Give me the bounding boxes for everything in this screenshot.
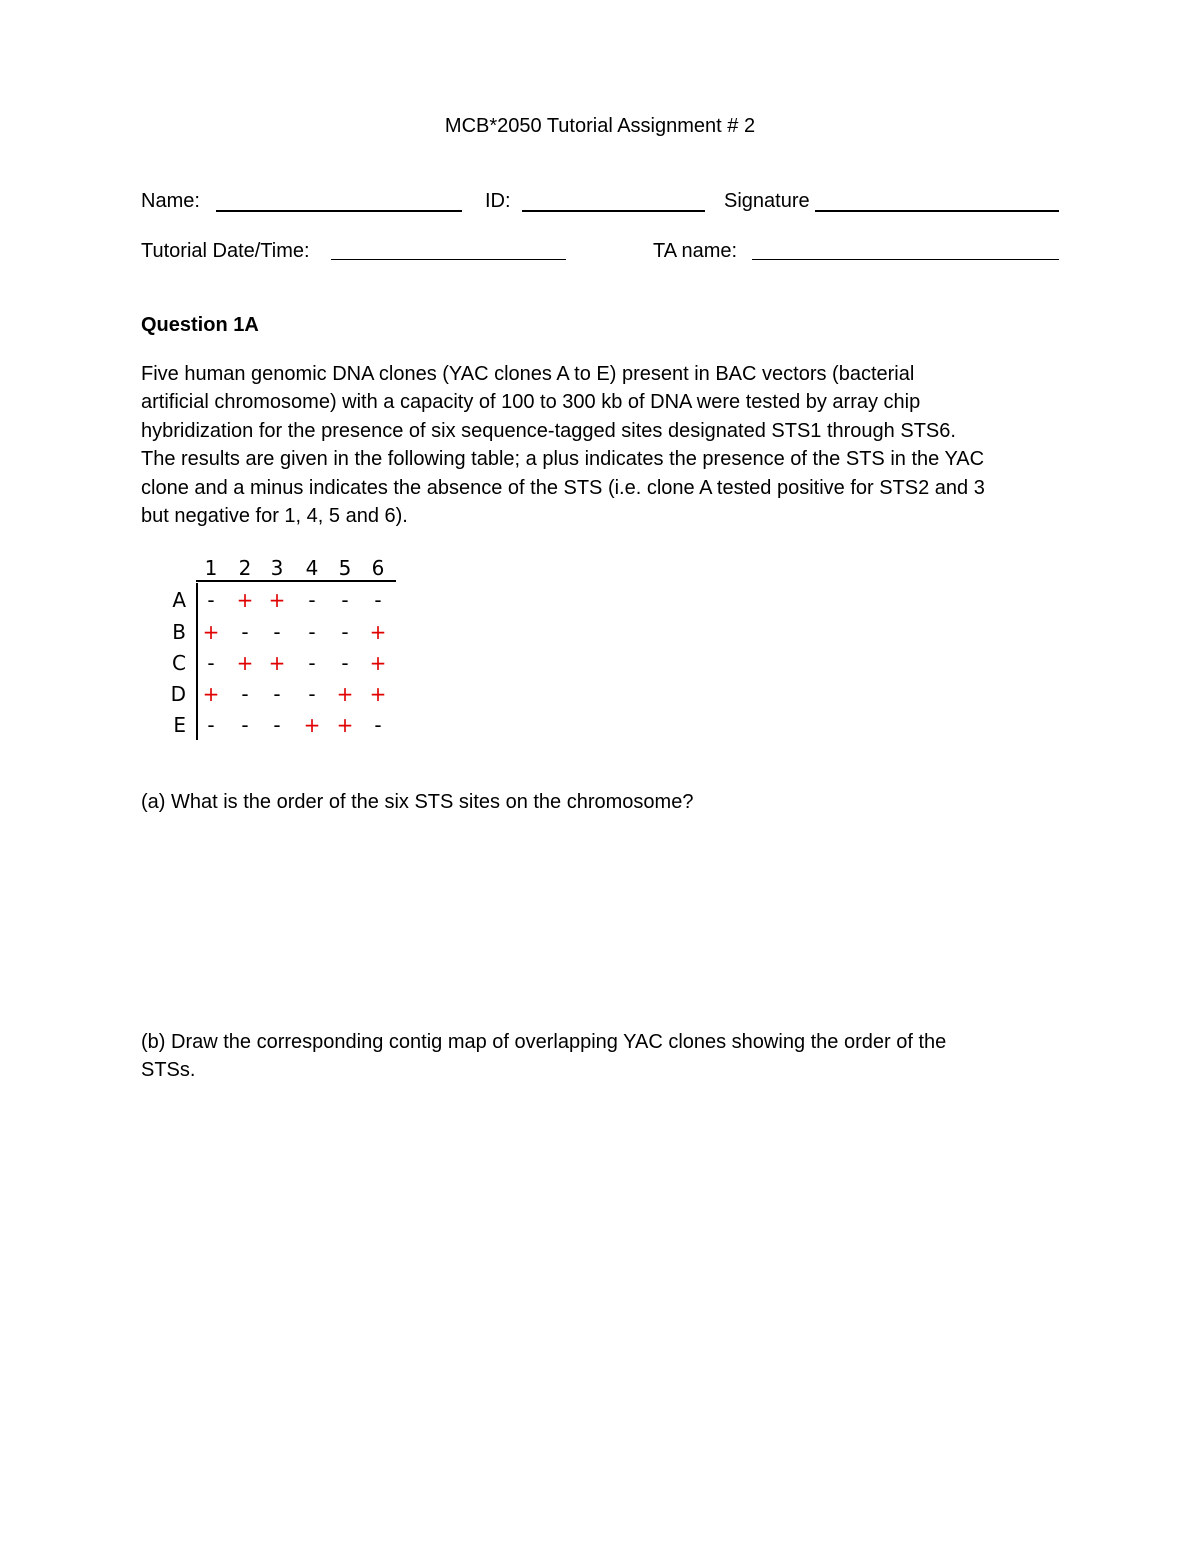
table-cell: - [308, 588, 316, 612]
row-label-d: D [170, 682, 186, 706]
table-cell: + [369, 651, 387, 675]
name-blank[interactable] [216, 210, 462, 212]
table-cell: - [207, 713, 215, 737]
paragraph-line: clone and a minus indicates the absence of the STS (i.e. clone A tested positive for STS2 and 3 [141, 476, 985, 499]
table-cell: - [273, 682, 281, 706]
question-paragraph [141, 360, 1071, 530]
question-part-b [141, 1028, 946, 1085]
paragraph-line: but negative for 1, 4, 5 and 6). [141, 505, 408, 528]
signature-blank[interactable] [815, 210, 1059, 212]
tutorial-blank[interactable] [331, 259, 566, 260]
id-blank[interactable] [522, 210, 705, 212]
row-label-a: A [172, 588, 186, 612]
table-cell: - [308, 651, 316, 675]
table-cell: - [374, 588, 382, 612]
question-heading: Question 1A [141, 314, 259, 336]
row-label-b: B [172, 620, 186, 644]
ta-label: TA name: [653, 240, 738, 262]
table-cell: - [341, 588, 349, 612]
table-cell: + [236, 588, 254, 612]
table-cell: - [241, 682, 249, 706]
table-cell: + [236, 651, 254, 675]
part-b-line: STSs. [141, 1059, 196, 1082]
row-label-e: E [173, 713, 186, 737]
table-cell: - [341, 651, 349, 675]
table-cell: - [273, 713, 281, 737]
column-header-4: 4 [305, 556, 319, 580]
column-header-6: 6 [371, 556, 385, 580]
paragraph-line: Five human genomic DNA clones (YAC clones A to E) present in BAC vectors (bacterial [141, 363, 915, 385]
table-cell: - [341, 620, 349, 644]
table-cell: - [308, 682, 316, 706]
table-cell: - [241, 713, 249, 737]
column-header-1: 1 [204, 556, 218, 580]
table-cell: + [268, 651, 286, 675]
question-part-a: (a) What is the order of the six STS sites on the chromosome? [141, 791, 694, 813]
document-title: MCB*2050 Tutorial Assignment # 2 [444, 115, 756, 137]
table-row-rule [196, 583, 198, 740]
table-cell: + [202, 620, 220, 644]
table-cell: - [308, 620, 316, 644]
id-label: ID: [485, 190, 511, 212]
table-cell: - [374, 713, 382, 737]
table-cell: + [369, 620, 387, 644]
tutorial-label: Tutorial Date/Time: [141, 240, 310, 262]
name-label: Name: [141, 190, 200, 212]
table-header-rule [196, 580, 396, 582]
table-cell: - [273, 620, 281, 644]
table-cell: + [202, 682, 220, 706]
column-header-5: 5 [338, 556, 352, 580]
table-cell: + [268, 588, 286, 612]
column-header-2: 2 [238, 556, 252, 580]
table-cell: + [369, 682, 387, 706]
paragraph-line: The results are given in the following table; a plus indicates the presence of the STS in the YAC [141, 448, 985, 471]
table-cell: - [207, 651, 215, 675]
paragraph-line: hybridization for the presence of six sequence-tagged sites designated STS1 through STS6. [141, 419, 956, 442]
column-header-3: 3 [270, 556, 284, 580]
table-cell: + [303, 713, 321, 737]
row-label-c: C [172, 651, 186, 675]
table-cell: + [336, 682, 354, 706]
paragraph-line: artificial chromosome) with a capacity of 100 to 300 kb of DNA were tested by array chip [141, 391, 921, 414]
ta-blank[interactable] [752, 259, 1059, 260]
signature-label: Signature [724, 190, 810, 212]
table-cell: + [336, 713, 354, 737]
table-cell: - [207, 588, 215, 612]
part-b-line: (b) Draw the corresponding contig map of overlapping YAC clones showing the order of the [141, 1031, 947, 1053]
table-cell: - [241, 620, 249, 644]
